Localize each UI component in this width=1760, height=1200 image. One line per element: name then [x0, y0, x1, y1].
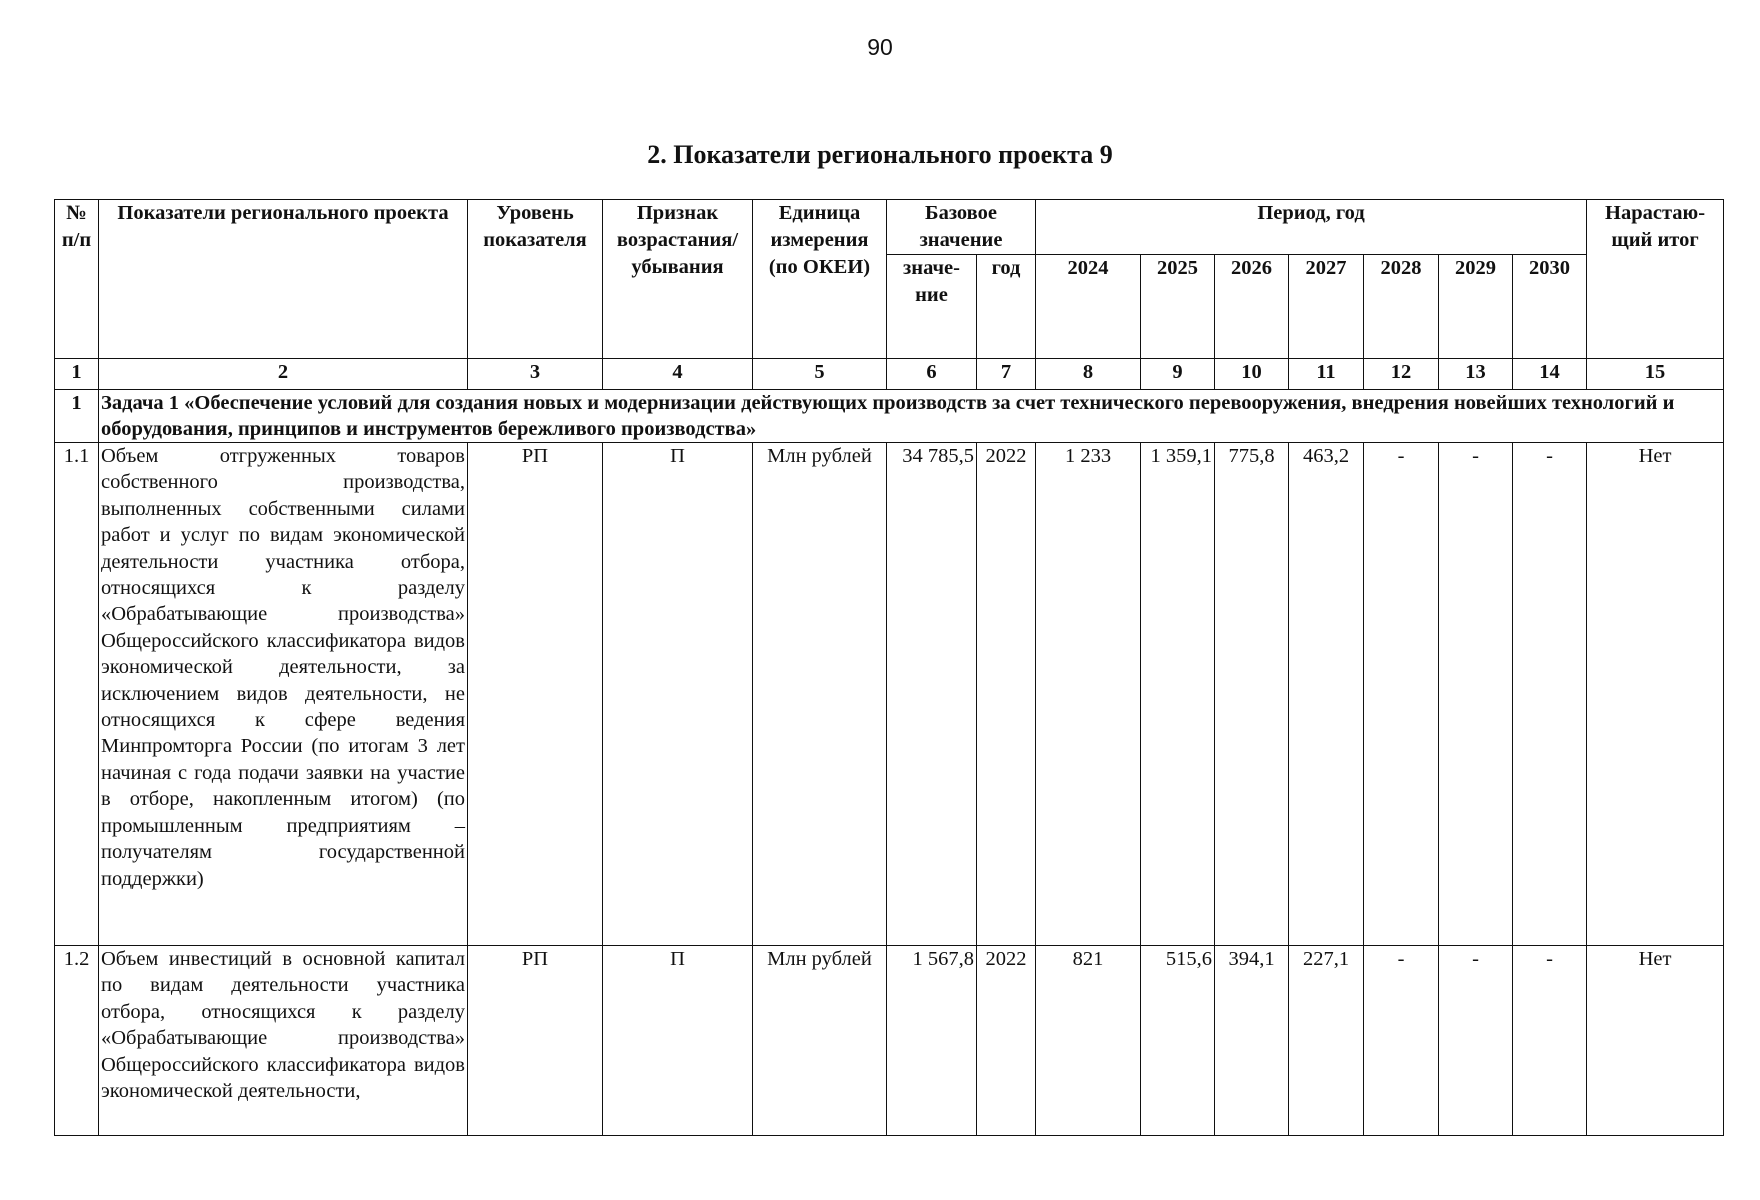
column-number: 7 [977, 359, 1036, 390]
header-num: № п/п [55, 200, 99, 359]
row-value-2024: 1 233 [1036, 443, 1141, 946]
header-base: Базовое значение [887, 200, 1036, 255]
row-level: РП [468, 946, 603, 1136]
row-value-2030: - [1513, 946, 1587, 1136]
column-number: 15 [1587, 359, 1724, 390]
header-unit: Единица измерения (по ОКЕИ) [753, 200, 887, 359]
row-indicator-name: Объем отгруженных товаров собственного производства, выполненных собственными силами работ и услуг по видам экономической деятельности участника отбора, относящихся к разделу «Обрабатывающие производства» Общероссийского классификатора видов экономической деятельности, за исключением видов деятельности, не относящихся к сфере ведения Минпромторга России (по итогам 3 лет начиная с года подачи заявки на участие в отборе, накопленным итогом) (по промышленным предприятиям – получателям государственной поддержки) [99, 443, 468, 946]
header-year: 2025 [1141, 255, 1215, 359]
row-num: 1.2 [55, 946, 99, 1136]
column-number: 2 [99, 359, 468, 390]
column-number: 10 [1215, 359, 1289, 390]
row-base-year: 2022 [977, 946, 1036, 1136]
column-number: 4 [603, 359, 753, 390]
column-number: 3 [468, 359, 603, 390]
page-title: 2. Показатели регионального проекта 9 [647, 140, 1113, 169]
row-value-2026: 394,1 [1215, 946, 1289, 1136]
row-level: РП [468, 443, 603, 946]
row-sign: П [603, 946, 753, 1136]
task-row [55, 390, 1724, 443]
header-period: Период, год [1036, 200, 1587, 255]
header-row-1 [55, 200, 1724, 255]
page-number: 90 [867, 34, 893, 60]
row-cumulative: Нет [1587, 443, 1724, 946]
row-unit: Млн рублей [753, 946, 887, 1136]
header-level: Уровень показателя [468, 200, 603, 359]
header-cumulative: Нарастаю-щий итог [1587, 200, 1724, 359]
row-num: 1.1 [55, 443, 99, 946]
column-number: 1 [55, 359, 99, 390]
indicators-table [54, 199, 1724, 1136]
header-year: 2027 [1289, 255, 1364, 359]
row-value-2028: - [1364, 946, 1439, 1136]
row-value-2029: - [1439, 946, 1513, 1136]
table-row [55, 946, 1724, 1136]
row-value-2025: 515,6 [1141, 946, 1215, 1136]
task-num: 1 [55, 390, 99, 443]
row-base-value: 1 567,8 [887, 946, 977, 1136]
header-base-year: год [977, 255, 1036, 359]
header-year: 2024 [1036, 255, 1141, 359]
row-value-2026: 775,8 [1215, 443, 1289, 946]
row-cumulative: Нет [1587, 946, 1724, 1136]
row-base-value: 34 785,5 [887, 443, 977, 946]
column-number: 6 [887, 359, 977, 390]
row-unit: Млн рублей [753, 443, 887, 946]
row-value-2028: - [1364, 443, 1439, 946]
row-value-2027: 227,1 [1289, 946, 1364, 1136]
header-year: 2030 [1513, 255, 1587, 359]
row-sign: П [603, 443, 753, 946]
column-number: 5 [753, 359, 887, 390]
header-year: 2026 [1215, 255, 1289, 359]
row-base-year: 2022 [977, 443, 1036, 946]
row-value-2030: - [1513, 443, 1587, 946]
column-number: 11 [1289, 359, 1364, 390]
column-number: 14 [1513, 359, 1587, 390]
row-value-2027: 463,2 [1289, 443, 1364, 946]
row-value-2025: 1 359,1 [1141, 443, 1215, 946]
column-number: 13 [1439, 359, 1513, 390]
column-number: 8 [1036, 359, 1141, 390]
row-value-2024: 821 [1036, 946, 1141, 1136]
task-text: Задача 1 «Обеспечение условий для создания новых и модернизации действующих производств за счет технического перевооружения, внедрения новейших технологий и оборудования, принципов и инструментов бережливого производства» [99, 390, 1724, 443]
row-indicator-name: Объем инвестиций в основной капитал по видам деятельности участника отбора, относящихся к разделу «Обрабатывающие производства» Общероссийского классификатора видов экономической деятельности, [99, 946, 468, 1136]
column-numbers-row [55, 359, 1724, 390]
column-number: 9 [1141, 359, 1215, 390]
header-indicator: Показатели регионального проекта [99, 200, 468, 359]
header-year: 2029 [1439, 255, 1513, 359]
table-row [55, 443, 1724, 946]
row-value-2029: - [1439, 443, 1513, 946]
header-year: 2028 [1364, 255, 1439, 359]
column-number: 12 [1364, 359, 1439, 390]
header-sign: Признак возрастания/ убывания [603, 200, 753, 359]
header-base-value: значе-ние [887, 255, 977, 359]
